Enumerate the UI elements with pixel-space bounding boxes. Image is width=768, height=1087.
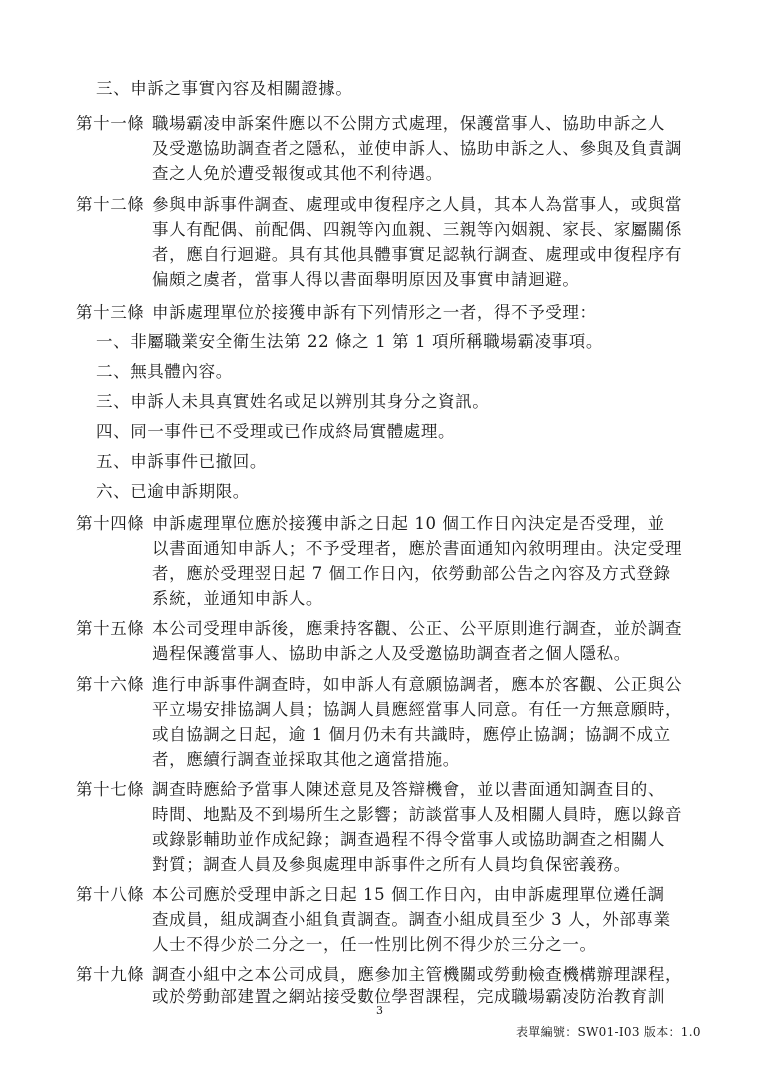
article-13-item-6: 六、已逾申訴期限。 (96, 482, 250, 501)
item-complaint-facts: 三、申訴之事實內容及相關證據。 (96, 79, 353, 98)
article-12-label: 第十二條 (76, 195, 145, 214)
article-11-line-1: 職場霸凌申訴案件應以不公開方式處理，保護當事人、協助申訴之人 (152, 114, 665, 133)
article-19-line-1: 調查小組中之本公司成員，應參加主管機關或勞動檢查機構辦理課程， (152, 965, 683, 984)
article-14-line-2: 以書面通知申訴人；不予受理者，應於書面通知內敘明理由。決定受理 (152, 539, 683, 558)
article-12-line-3: 者，應自行迴避。具有其他具體事實足認執行調查、處理或申復程序有 (152, 245, 683, 264)
article-13-item-4: 四、同一事件已不受理或已作成終局實體處理。 (96, 422, 456, 441)
article-15-line-1: 本公司受理申訴後，應秉持客觀、公正、公平原則進行調查，並於調查 (152, 619, 683, 638)
article-14-line-1: 申訴處理單位應於接獲申訴之日起 10 個工作日內決定是否受理，並 (152, 514, 665, 533)
article-17-line-3: 或錄影輔助並作成紀錄；調查過程不得令當事人或協助調查之相關人 (152, 830, 665, 849)
article-15-line-2: 過程保護當事人、協助申訴之人及受邀協助調查者之個人隱私。 (152, 644, 631, 663)
article-13-line-1: 申訴處理單位於接獲申訴有下列情形之一者，得不予受理： (152, 303, 597, 322)
article-11-line-3: 查之人免於遭受報復或其他不利待遇。 (152, 164, 443, 183)
article-12-line-2: 事人有配偶、前配偶、四親等內血親、三親等內姻親、家長、家屬關係 (152, 220, 683, 239)
article-17-line-2: 時間、地點及不到場所生之影響；訪談當事人及相關人員時，應以錄音 (152, 805, 683, 824)
article-15-label: 第十五條 (76, 619, 145, 638)
article-19-line-2: 或於勞動部建置之網站接受數位學習課程，完成職場霸凌防治教育訓 (152, 987, 665, 1006)
article-14-line-3: 者，應於受理翌日起 7 個工作日內，依勞動部公告之內容及方式登錄 (152, 564, 671, 583)
article-16-label: 第十六條 (76, 675, 145, 694)
article-19-label: 第十九條 (76, 965, 145, 984)
article-12-line-4: 偏頗之虞者，當事人得以書面舉明原因及事實申請迴避。 (152, 270, 580, 289)
article-16-line-2: 平立場安排協調人員；協調人員應經當事人同意。有任一方無意願時， (152, 700, 683, 719)
article-13-item-1: 一、非屬職業安全衛生法第 22 條之 1 第 1 項所稱職場霸凌事項。 (96, 332, 603, 351)
form-code: 表單編號：SW01-I03 版本：1.0 (516, 1025, 701, 1039)
article-18-line-2: 查成員，組成調查小組負責調查。調查小組成員至少 3 人，外部專業 (152, 910, 671, 929)
article-18-line-3: 人士不得少於二分之一，任一性別比例不得少於三分之一。 (152, 935, 597, 954)
article-16-line-3: 或自協調之日起，逾 1 個月仍未有共識時，應停止協調；協調不成立 (152, 725, 671, 744)
article-18-line-1: 本公司應於受理申訴之日起 15 個工作日內，由申訴處理單位遴任調 (152, 885, 665, 904)
article-13-item-2: 二、無具體內容。 (96, 362, 233, 381)
article-18-label: 第十八條 (76, 885, 145, 904)
article-16-line-4: 者，應續行調查並採取其他之適當措施。 (152, 750, 460, 769)
article-14-label: 第十四條 (76, 514, 145, 533)
article-14-line-4: 系統，並通知申訴人。 (152, 589, 323, 608)
article-11-line-2: 及受邀協助調查者之隱私，並使申訴人、協助申訴之人、參與及負責調 (152, 139, 683, 158)
article-13-item-3: 三、申訴人未具真實姓名或足以辨別其身分之資訊。 (96, 392, 490, 411)
article-17-label: 第十七條 (76, 780, 145, 799)
article-17-line-1: 調查時應給予當事人陳述意見及答辯機會，並以書面通知調查目的、 (152, 780, 665, 799)
article-12-line-1: 參與申訴事件調查、處理或申復程序之人員，其本人為當事人，或與當 (152, 195, 683, 214)
article-16-line-1: 進行申訴事件調查時，如申訴人有意願協調者，應本於客觀、公正與公 (152, 675, 683, 694)
article-11-label: 第十一條 (76, 114, 145, 133)
article-13-label: 第十三條 (76, 303, 145, 322)
article-13-item-5: 五、申訴事件已撤回。 (96, 452, 267, 471)
article-17-line-4: 對質；調查人員及參與處理申訴事件之所有人員均負保密義務。 (152, 855, 631, 874)
page-number: 3 (376, 1004, 383, 1017)
